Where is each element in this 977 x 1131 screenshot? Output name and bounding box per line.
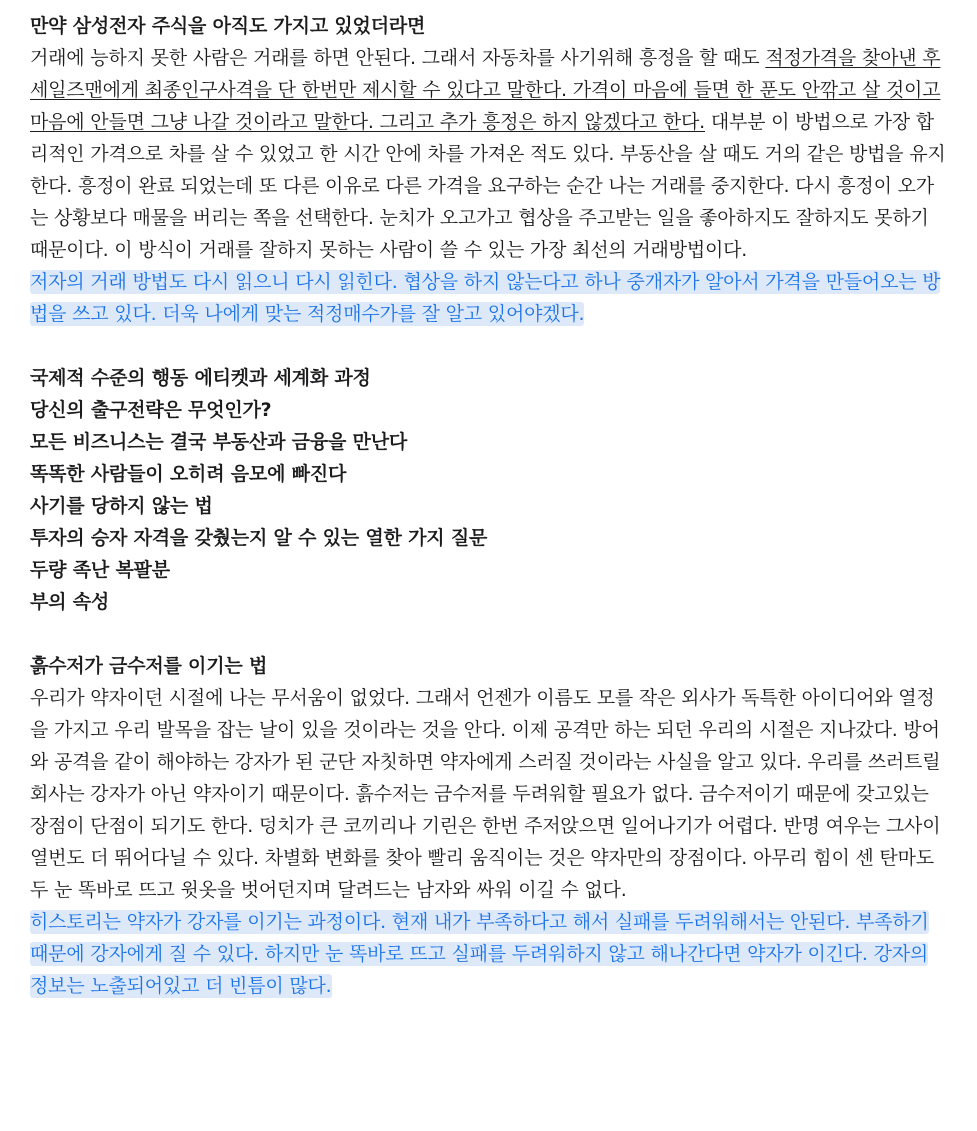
section-paragraph: 우리가 약자이던 시절에 나는 무서움이 없었다. 그래서 언젠가 이름도 모를 작은 외사가 독특한 아이디어와 열정을 가지고 우리 발목을 잡는 날이 있을 것이라는 것을 안다. 이제 공격만 하는 되던 우리의 시절은 지나갔다. 방어와 공격을 같이 해야하는 강자가 된 군단 자칫하면 약자에게 스러질 것이라는 사실을 알고 있다. 우리를 쓰러트릴 회사는 강자가 아닌 약자이기 때문이다. 흙수저는 금수저를 두려워할 필요가 없다. 금수저이기 때문에 갖고있는 장점이 단점이 되기도 한다. 덩치가 큰 코끼리나 기린은 한번 주저앉으면 일어나기가 어렵다. 반명 여우는 그사이 열번도 더 뛰어다닐 수 있다. 차별화 변화를 찾아 빨리 움직이는 것은 약자만의 장점이다. 아무리 힘이 센 탄마도 두 눈 똑바로 뜨고 윗옷을 벗어던지며 달려드는 남자와 싸워 이길 수 없다. — [30, 687, 941, 901]
chapter-title: 투자의 승자 자격을 갖췄는지 알 수 있는 열한 가지 질문 — [30, 527, 488, 549]
highlighted-note[interactable] — [30, 906, 947, 1002]
chapter-title: 부의 속성 — [30, 591, 110, 613]
paragraph-rest: 대부분 이 방법으로 가장 합리적인 가격으로 차를 살 수 있었고 한 시간 안에 차를 가져온 적도 있다. 부동산을 살 때도 거의 같은 방법을 유지한다. 흥정이 완료 되었는데 또 다른 이유로 다른 가격을 요구하는 순간 나는 거래를 중지한다. 다시 흥정이 오가는 상황보다 매물을 버리는 쪽을 선택한다. 눈치가 오고가고 협상을 주고받는 일을 좋아하지도 잘하지도 못하기 때문이다. 이 방식이 거래를 잘하지 못하는 사람이 쓸 수 있는 가장 최선의 거래방법이다. — [30, 111, 946, 261]
section-title: 만약 삼성전자 주식을 아직도 가지고 있었더라면 — [30, 15, 426, 37]
section-title: 흙수저가 금수저를 이기는 법 — [30, 655, 268, 677]
chapter-title: 사기를 당하지 않는 법 — [30, 495, 213, 517]
chapter-title: 모든 비즈니스는 결국 부동산과 금융을 만난다 — [30, 431, 408, 453]
chapter-title: 두량 족난 복팔분 — [30, 559, 170, 581]
underlined-text: 적정가격을 찾아낸 후 세일즈맨에게 최종인구사격을 단 한번만 제시할 수 있다고 말한다. 가격이 마음에 들면 한 푼도 안깎고 살 것이고 마음에 안들면 그냥 나갈 것이라고 말한다. 그리고 추가 흥정은 하지 않겠다고 한다. — [30, 47, 941, 133]
section-paragraph — [30, 42, 947, 266]
paragraph-intro: 거래에 능하지 못한 사람은 거래를 하면 안된다. 그래서 자동차를 사기위해 흥정을 할 때도 — [30, 47, 766, 69]
highlighted-note-text: 히스토리는 약자가 강자를 이기는 과정이다. 현재 내가 부족하다고 해서 실패를 두려워해서는 안된다. 부족하기 때문에 강자에게 질 수 있다. 하지만 눈 똑바로 뜨고 실패를 두려워하지 않고 해나간다면 약자가 이긴다. 강자의 정보는 노출되어있고 더 빈틈이 많다. — [30, 911, 929, 997]
chapter-title: 당신의 출구전략은 무엇인가? — [30, 399, 272, 421]
highlighted-note[interactable] — [30, 266, 947, 330]
spacer — [30, 618, 947, 650]
spacer — [30, 330, 947, 362]
highlighted-note-text: 저자의 거래 방법도 다시 읽으니 다시 읽힌다. 협상을 하지 않는다고 하나 중개자가 알아서 가격을 만들어오는 방법을 쓰고 있다. 더욱 나에게 맞는 적정매수가를 잘 알고 있어야겠다. — [30, 271, 941, 325]
chapter-title: 국제적 수준의 행동 에티켓과 세계화 과정 — [30, 367, 371, 389]
chapter-title: 똑똑한 사람들이 오히려 음모에 빠진다 — [30, 463, 347, 485]
